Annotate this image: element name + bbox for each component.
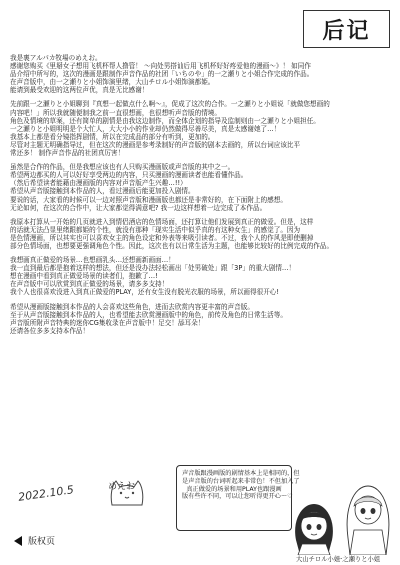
date: 2022.10.5 bbox=[17, 483, 75, 504]
text-line: 一之瀬りと小姐明明是个大忙人，大大小小的作业却仍然做得尽善尽美，真是太感谢她了…！ bbox=[10, 124, 281, 133]
date-signature bbox=[10, 475, 150, 515]
caption-right: 一之瀬りと小姐 bbox=[336, 556, 381, 563]
text-line: 我一直到最后都是抱着这样的想法，但还是没办法轻松画出「处男破处」跟「3P」的重大剧情…！ bbox=[10, 264, 296, 273]
page-title: 后记 bbox=[322, 18, 371, 44]
back-link[interactable] bbox=[14, 534, 55, 547]
text-line: 虽然是合作的作品，但是我想应该也有人只购买漫画版或声音版的其中之一。 bbox=[10, 163, 235, 172]
text-line: 我个人也很喜欢没进入到真正做爱的PLAY，还有女生没有脱光衣服的场景，所以画得很开心! bbox=[10, 288, 280, 297]
text-line: 部分色情场面，也想要更强调角色个性。因此，这次也有以日常生活为主题，也能够比较好的比例完成的作品。 bbox=[10, 241, 334, 250]
text-line: 还请各位多多支持本作品！ bbox=[10, 326, 90, 335]
note-line: 版有些许不同，可以让您听得更开心～♡ bbox=[182, 493, 293, 501]
text-line: 内容吧！」所以我就随便制我之前一直很想画，也很想听声音版的情境。 bbox=[10, 108, 221, 117]
text-line: 角色及情境的草案，还有简单的剧情是由我这边制作，而全体企划的指导及监制则由一之瀬りと小姐担任。 bbox=[10, 116, 320, 125]
paragraph-6 bbox=[10, 303, 390, 335]
text-line: 无论如何，在这次的合作中，让大家都觉得满意吧? 我一边这样想着一边完成了本作品。 bbox=[10, 203, 267, 212]
text-line: 感谢您购买《里掰女子想用飞机杯帮人撸管！ ～向处男搭讪后用飞机杯好好疼爱他的漫画～》！ 如同作 bbox=[10, 62, 311, 71]
text-line: 要说的话，大家看的时候可以一边对照声音版和漫画版也都还是非常好的，在下面附上的感想。 bbox=[10, 195, 287, 204]
paragraph-2 bbox=[10, 100, 390, 157]
text-line: 能请到最受欢迎的这两位声优，真是无比感谢！ bbox=[10, 86, 149, 95]
text-line: 我想画真正做爱的场景…也想画乳头…还想画新画面…！ bbox=[10, 256, 175, 265]
note-line: 声音版跟漫画版的剧情基本上是相同的，但 bbox=[182, 470, 300, 477]
text-line: 希望从声音版接触到本作品的人，看过漫画后能更加投入剧情。 bbox=[10, 187, 195, 196]
afterword-body bbox=[10, 54, 390, 341]
text-line: 在声音版中可以欣赏到真正做爱的场景，请多多支持！ bbox=[10, 280, 169, 289]
text-line: 品介绍中所写的，这次的漫画是跟制作声音作品的社团「いちのや」的一之瀬りと小姐合作完成的作品。 bbox=[10, 70, 314, 79]
note-line: 真正做爱的场景和用PLAY也跟漫画 bbox=[186, 485, 282, 493]
triangle-left-icon bbox=[14, 536, 22, 546]
caption-left: 大山チロル小姐 bbox=[296, 556, 341, 563]
text-line: 尽管对主题无明确指导过，但在这次的漫画是参考录制好的声音版的剧本去画的，所以台词应该比平 bbox=[10, 140, 301, 149]
paragraph-3 bbox=[10, 163, 390, 212]
text-line: 我是裏アルパカ牧場のめえお。 bbox=[10, 54, 102, 62]
back-link-label: 版权页 bbox=[28, 537, 56, 547]
signature: めえお bbox=[108, 482, 136, 492]
text-line: （然后希望读者能藉由漫画版的内容对声音版产生兴趣…!!） bbox=[10, 179, 187, 188]
text-line: 常还多！ 制作声音作品的社团真厉害！ bbox=[10, 149, 125, 158]
text-line: 想在漫画中看到真正做爱场景的读者们，抱歉了…! bbox=[10, 272, 158, 281]
paragraph-4 bbox=[10, 218, 390, 250]
note-line: 是声音版的台词听起来非常色！不但加入了 bbox=[182, 477, 300, 485]
paragraph-5 bbox=[10, 256, 390, 296]
title-box bbox=[303, 10, 390, 48]
text-line: 希望两边都买的人可以好好享受两边的内容，只买漫画的漫画读者也能看懂作品。 bbox=[10, 171, 248, 180]
text-line: 我原本打算从一开始的几页就进入到情侣酒店的色情场面，还打算让他们发展到真正的做爱。但是，这样 bbox=[10, 217, 314, 226]
text-line: 是色情漫画，所以其实也可以喜欢女主的角色设定和外表等来吸引读者。不过，我个人的作风是即使删掉 bbox=[10, 233, 314, 242]
text-line: 声音版所附声音特典的迷你CG集收录在声音版中！足交！舔耳朵！ bbox=[10, 318, 205, 327]
text-line: 在声音版中，由一之瀬りと小姐饰演里绪，大山チロル小姐饰演都姫。 bbox=[10, 78, 215, 87]
text-line: 至于从声音版接触到本作品的人，也希望能去欣赏漫画版中的角色，前传及角色的日常生活等。 bbox=[10, 310, 287, 319]
character-illustration-right bbox=[342, 478, 394, 555]
text-line: 我基本上都是看分镜指挥剧情，所以在完成品的部分有听到，更加的。 bbox=[10, 132, 215, 141]
text-line: 先前跟一之瀬りと小姐聊到『真想一起做点什么啊～』，促成了这次的合作。一之瀬りと小姐说「就做您想画的 bbox=[10, 100, 330, 109]
text-line: 希望从漫画版接触到本作品的人会喜欢这些角色，进而去欣赏内容更丰富的声音版。 bbox=[10, 302, 254, 311]
character-illustration-left bbox=[288, 500, 340, 555]
note-box bbox=[176, 465, 300, 531]
paragraph-1 bbox=[10, 54, 390, 94]
text-line: 的话就无法凸显里绪跟都姫的个性，就没有那种「现实生活中似乎真的有这种女生」的感觉了。因为 bbox=[10, 225, 301, 234]
